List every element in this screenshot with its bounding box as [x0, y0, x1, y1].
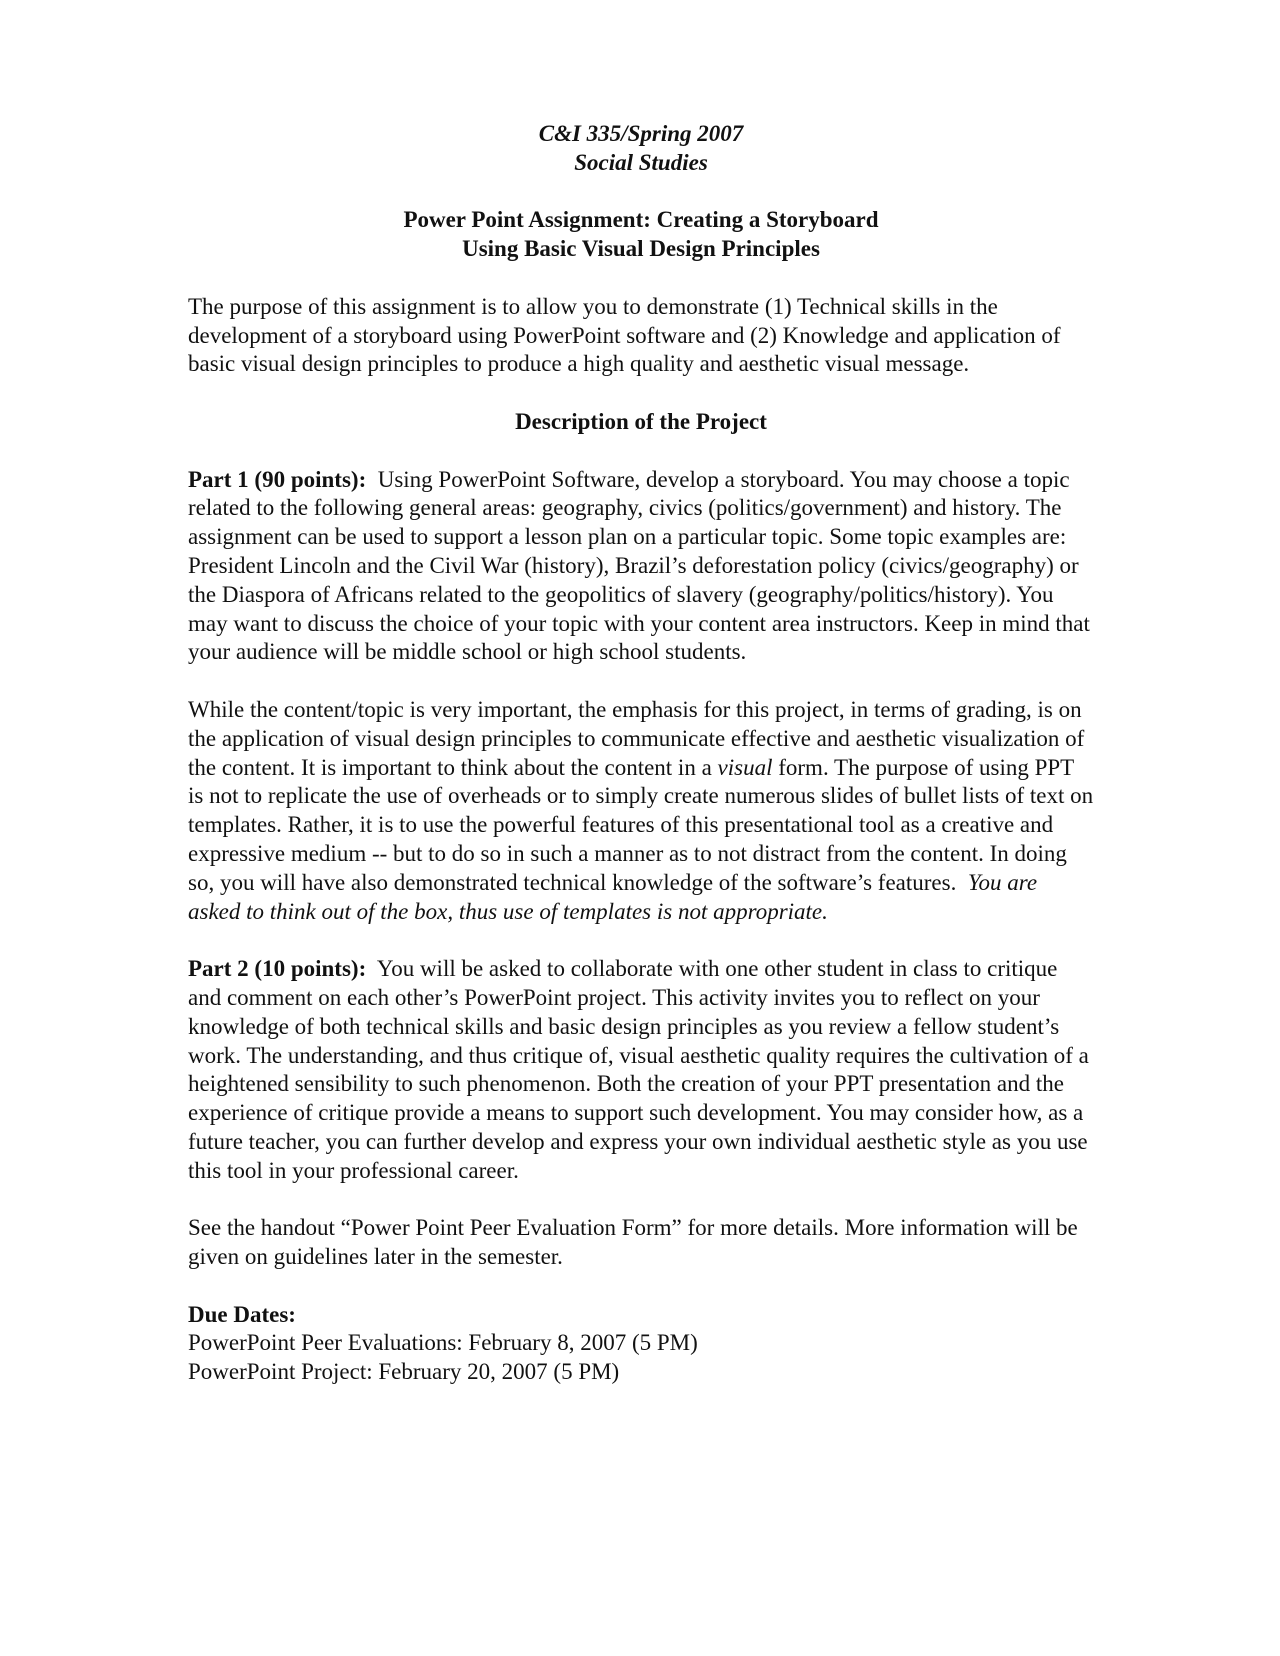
spacer: [188, 1185, 1094, 1214]
spacer: [188, 437, 1094, 466]
part2-label: Part 2 (10 points):: [188, 956, 367, 982]
part2-text: You will be asked to collaborate with one other student in class to critique and comment on each other’s PowerPoint project. This activity invites you to reflect on your knowledge of both technical skills and basic design principles as you review a fellow student’s work. The understanding, and thus critique of, visual aesthetic quality requires the cultivation of a heightened sensibility to such phenomenon. Both the creation of your PPT presentation and the experience of critique provide a means to support such development. You may consider how, as a future teacher, you can further develop and express your own individual aesthetic style as you use this tool in your professional career.: [188, 956, 1089, 1183]
part1-paragraph: [188, 466, 1094, 668]
part1-text: Using PowerPoint Software, develop a storyboard. You may choose a topic related to the following general areas: geography, civics (politics/government) and history. The assignment can be used to support a lesson plan on a particular topic. Some topic examples are: President Lincoln and the Civil War (history), Brazil’s deforestation policy (civics/geography) or the Diaspora of Africans related to the geopolitics of slavery (geography/politics/history). You may want to discuss the choice of your topic with your content area instructors. Keep in mind that your audience will be middle school or high school students.: [188, 466, 1090, 665]
spacer: [188, 667, 1094, 696]
due-dates-label: Due Dates:: [188, 1301, 296, 1327]
spacer: [188, 178, 1094, 207]
due-date-item: PowerPoint Project: February 20, 2007 (5 PM): [188, 1359, 620, 1385]
course-title: C&I 335/Spring 2007: [538, 121, 744, 146]
spacer: [188, 1272, 1094, 1301]
emphasis-text-a: While the content/topic is very important, the emphasis for this project, in terms of grading, is on the application of visual design principles to communicate effective and aesthetic visualization of the content. It is important to think about the content in a: [188, 696, 1085, 780]
course-subject: Social Studies: [574, 149, 708, 175]
part1-label: Part 1 (90 points):: [188, 466, 367, 492]
emphasis-paragraph: [188, 696, 1094, 926]
assignment-title-line-2: Using Basic Visual Design Principles: [462, 236, 820, 262]
handout-paragraph: See the handout “Power Point Peer Evaluation Form” for more details. More information will be given on guidelines later in the semester.: [188, 1215, 1078, 1270]
spacer: [188, 926, 1094, 955]
emphasis-text-b: form. The purpose of using PPT is not to replicate the use of overheads or to simply create numerous slides of bullet lists of text on templates. Rather, it is to use the powerful features of this presentational tool as a creative and expressive medium -- but to do so in such a manner as to not distract from the content. In doing so, you will have also demonstrated technical knowledge of the software’s features.: [188, 754, 1094, 895]
spacer: [188, 379, 1094, 408]
document-body: [188, 120, 1094, 1387]
due-date-item: PowerPoint Peer Evaluations: February 8, 2007 (5 PM): [188, 1330, 698, 1356]
spacer: [188, 264, 1094, 293]
assignment-title-line-1: Power Point Assignment: Creating a Storyboard: [403, 207, 879, 233]
part2-paragraph: [188, 955, 1094, 1185]
intro-paragraph: The purpose of this assignment is to allow you to demonstrate (1) Technical skills in the development of a storyboard using PowerPoint software and (2) Knowledge and application of basic visual design principles to produce a high quality and aesthetic visual message.: [188, 293, 1061, 377]
emphasis-visual-word: visual: [717, 754, 773, 780]
emphasis-italic-note: You are asked to think out of the box, thus use of templates is not appropriate.: [188, 869, 1038, 924]
description-heading: Description of the Project: [515, 408, 767, 434]
